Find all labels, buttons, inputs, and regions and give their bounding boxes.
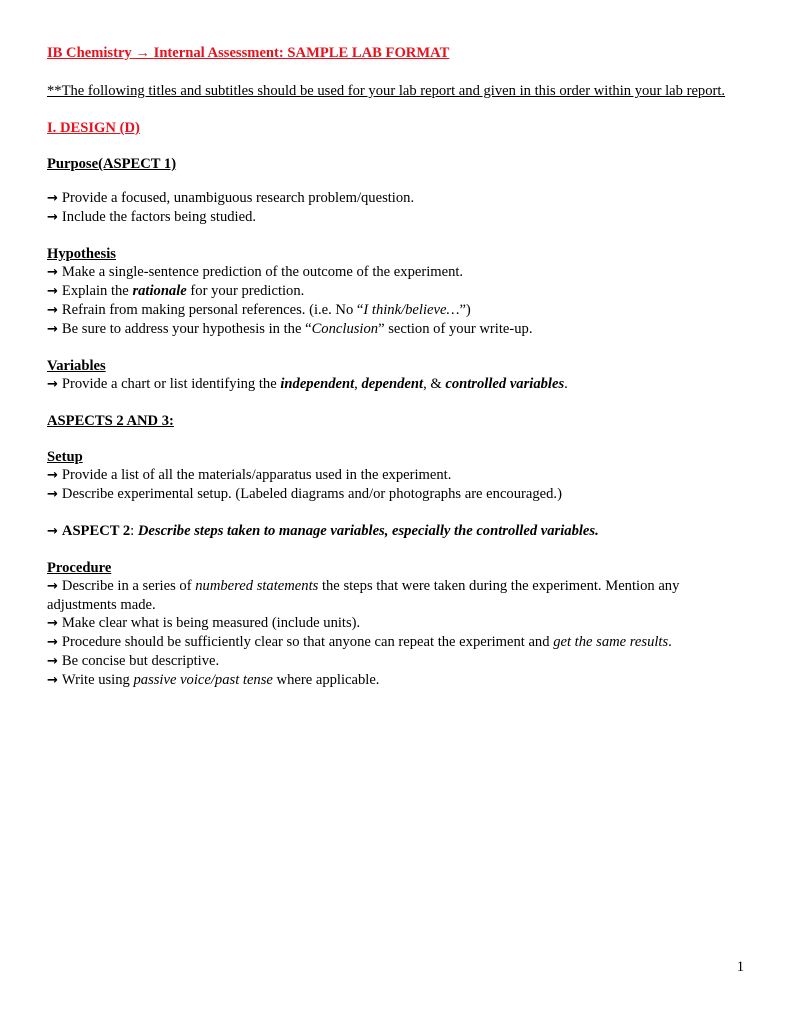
arrow-icon: → <box>47 616 58 631</box>
arrow-icon: → <box>47 265 58 280</box>
list-item: → Describe experimental setup. (Labeled diagrams and/or photographs are encouraged.) <box>47 486 562 502</box>
arrow-icon: → <box>47 210 58 225</box>
list-item: → Include the factors being studied. <box>47 209 257 225</box>
list-item: → Make a single-sentence prediction of the outcome of the experiment. <box>47 264 464 280</box>
list-item: → Write using passive voice/past tense where applicable. <box>47 672 380 688</box>
arrow-icon: → <box>47 635 58 650</box>
list-item: → Be concise but descriptive. <box>47 653 220 669</box>
setup-heading: Setup <box>47 449 83 465</box>
arrow-icon: → <box>47 303 58 318</box>
instructions-note: **The following titles and subtitles should be used for your lab report and given in this order within your lab report. <box>47 83 726 99</box>
procedure-list <box>47 577 747 690</box>
section-design-heading: I. DESIGN (D) <box>47 120 140 136</box>
list-item: → Explain the rationale for your prediction. <box>47 283 305 299</box>
arrow-icon: → <box>47 673 58 688</box>
arrow-icon: → <box>47 487 58 502</box>
list-item: → Procedure should be sufficiently clear so that anyone can repeat the experiment and get the same results. <box>47 634 672 650</box>
title-text: Internal Assessment: SAMPLE LAB FORMAT <box>153 45 450 61</box>
title-subject: IB Chemistry <box>47 45 132 61</box>
document-title <box>47 44 747 62</box>
list-item: → Make clear what is being measured (include units). <box>47 615 361 631</box>
arrow-icon: → <box>47 654 58 669</box>
purpose-heading: Purpose(ASPECT 1) <box>47 156 177 172</box>
purpose-list <box>47 189 747 227</box>
arrow-icon: → <box>47 579 58 594</box>
arrow-icon: → <box>47 191 58 206</box>
hypothesis-list <box>47 263 747 339</box>
arrow-icon: → <box>47 322 58 337</box>
page-number: 1 <box>736 959 744 975</box>
title-arrow-icon: → <box>135 45 150 61</box>
hypothesis-heading: Hypothesis <box>47 246 116 262</box>
list-item: → Describe in a series of numbered statements the steps that were taken during the experiment. Mention any adjustments made. <box>47 578 680 613</box>
list-item: → Provide a focused, unambiguous research problem/question. <box>47 190 415 206</box>
aspect2-statement: → ASPECT 2: Describe steps taken to manage variables, especially the controlled variables. <box>47 523 599 539</box>
arrow-icon: → <box>47 524 58 539</box>
list-item: → Provide a list of all the materials/apparatus used in the experiment. <box>47 467 452 483</box>
list-item: → Refrain from making personal references. (i.e. No “I think/believe…”) <box>47 302 471 318</box>
aspects-heading: ASPECTS 2 AND 3: <box>47 413 174 429</box>
setup-list <box>47 466 747 504</box>
variables-heading: Variables <box>47 358 106 374</box>
document-body <box>47 44 747 690</box>
arrow-icon: → <box>47 468 58 483</box>
list-item: → Be sure to address your hypothesis in the “Conclusion” section of your write-up. <box>47 321 533 337</box>
variables-list <box>47 375 747 394</box>
list-item: → Provide a chart or list identifying the independent, dependent, & controlled variables. <box>47 376 568 392</box>
arrow-icon: → <box>47 377 58 392</box>
arrow-icon: → <box>47 284 58 299</box>
procedure-heading: Procedure <box>47 560 112 576</box>
